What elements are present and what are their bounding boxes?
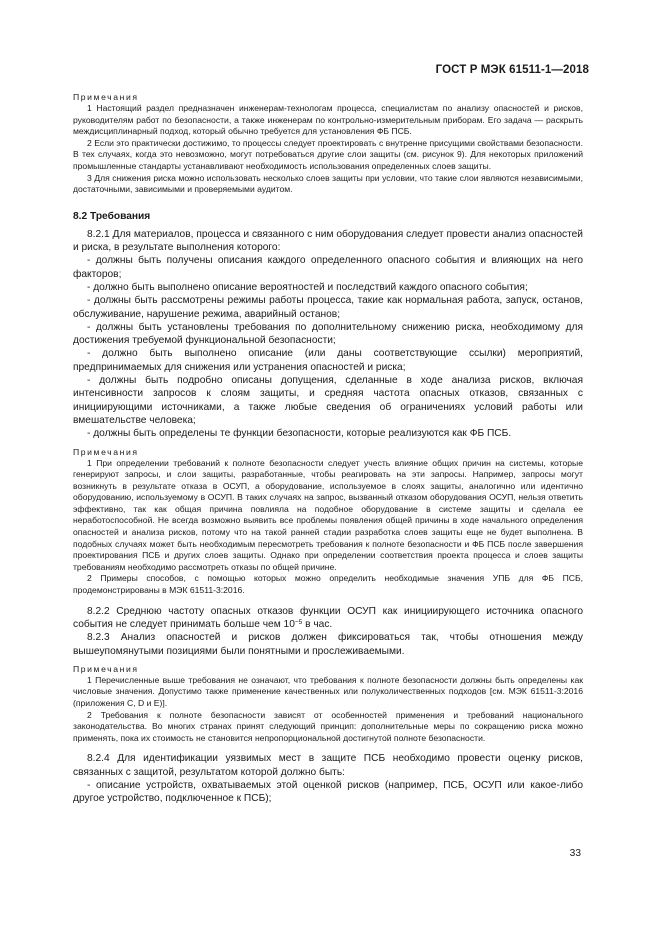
note-item: 1 Перечисленные выше требования не означают, что требования к полноте безопасности должны быть определены как числовые значения. Допустимо также применение качественных или полуколичественных подходов [см. МЭК 61511-3:2016 (приложения C, D и E)].	[73, 674, 583, 708]
list-item: - должны быть установлены требования по дополнительному снижению риска, необходимому для достижения требуемой функциональной безопасности;	[73, 321, 583, 347]
notes-title: Примечания	[73, 663, 139, 674]
list-item: - должно быть выполнено описание вероятностей и последствий каждого опасного события;	[87, 281, 528, 293]
notes-block-1	[73, 92, 583, 196]
exponent: −5	[294, 618, 303, 626]
note-item: 2 Если это практически достижимо, то процессы следует проектировать с внутренне присущими свойствами безопасности. В тех случаях, когда это невозможно, могут потребоваться другие слои защиты (см. рисунок 9). Для некоторых приложений промышленные стандарты устанавливают необходимость использования определенных слоев защиты.	[73, 137, 583, 171]
list-item: - должны быть рассмотрены режимы работы процесса, такие как нормальная работа, запуск, останов, обслуживание, нарушение режима, аварийный останов;	[73, 295, 583, 320]
section-title: 8.2 Требования	[73, 210, 151, 222]
note-item: 2 Примеры способов, с помощью которых можно определить необходимые значения УПБ для ФБ ПСБ, продемонстрированы в МЭК 61511-3:2016.	[73, 573, 583, 596]
notes-block-3	[73, 664, 583, 745]
clause-text: 8.2.2 Среднюю частоту опасных отказов функции ОСУП как инициирующего источника опасного события не следует принимать больше чем 10	[73, 605, 583, 630]
list-item: - должны быть подробно описаны допущения, сделанные в ходе анализа рисков, включая интенсивности запросов к слоям защиты, и средняя частота опасных отказов, связанных с инициирующими источниками, а также любые сведения об ограничениях условий работы или вмешательстве человека;	[73, 375, 583, 426]
note-item: 1 При определении требований к полноте безопасности следует учесть влияние общих причин на системы, которые генерируют запросы, и слои защиты, разработанные, чтобы реагировать на эти запросы. Например, запросы могут возникнуть в результате отказа в ОСУП, а оборудование, используемое в слоях защиты, аналогично или идентично оборудованию, используемому в ОСУП. В таких случаях на запрос, вызванный отказом оборудования ОСУП, нельзя ответить эффективно, так как общая причина повлияла на подобное оборудование в системе защиты и сделала ее неработоспособной. Не всегда возможно выявить все проблемы появления общей причины в ходе начального определения опасностей и анализа рисков, потому что на такой ранней стадии разработка слоев защиты еще не будет выполнена. В подобных случаях может быть необходимым пересмотреть требования к полноте безопасности и ФБ ПСБ после завершения проектирования ПСБ и других слоев защиты. Однако при определении соответствия проекта процесса и слоев защиты требованиям необходимо рассмотреть отказы по общей причине.	[73, 457, 583, 572]
list-item: - должны быть определены те функции безопасности, которые реализуются как ФБ ПСБ.	[87, 428, 512, 440]
note-item: 2 Требования к полноте безопасности зависят от особенностей применения и требований национального законодательства. Во многих странах принят следующий принцип: дополнительные меры по сокращению риска можно применять, пока их стоимость не становится непропорциональной достигнутой полноте безопасности.	[73, 709, 583, 743]
page-content	[73, 92, 583, 806]
notes-block-2	[73, 447, 583, 597]
notes-title: Примечания	[73, 92, 139, 102]
clause-intro: 8.2.1 Для материалов, процесса и связанного с ним оборудования следует провести анализ опасностей и риска, в результате выполнения которого:	[73, 228, 583, 254]
clause-text-end: в час.	[302, 618, 333, 630]
note-item: 1 Настоящий раздел предназначен инженерам-технологам процесса, специалистам по анализу опасностей и рисков, руководителям работ по безопасности, а также инженерам по контрольно-измерительным приборам. Его задача — раскрыть междисциплинарный подход, который обычно требуется для установления ФБ ПСБ.	[73, 103, 583, 137]
list-item: - должны быть получены описания каждого определенного опасного события и влияющих на него факторов;	[73, 255, 583, 280]
clause-8-2-3: 8.2.3 Анализ опасностей и рисков должен фиксироваться так, чтобы отношения между вышеупомянутыми позициями были понятными и прослеживаемыми.	[73, 632, 583, 657]
list-item: - описание устройств, охватываемых этой оценкой рисков (например, ПСБ, ОСУП или какое-либо другое устройство, подключенное к ПСБ);	[73, 779, 583, 805]
page-number: 33	[569, 848, 581, 859]
clause-8-2-4	[73, 752, 583, 805]
document-header: ГОСТ Р МЭК 61511-1—2018	[435, 64, 589, 76]
clause-8-2-1	[73, 228, 583, 441]
notes-title: Примечания	[73, 446, 139, 457]
clause-8-2-2	[73, 605, 583, 632]
clause-intro: 8.2.4 Для идентификации уязвимых мест в защите ПСБ необходимо провести оценку рисков, связанных с защитой, результатом которой должно быть:	[73, 753, 583, 778]
note-item: 3 Для снижения риска можно использовать несколько слоев защиты при условии, что такие слои являются независимыми, достаточными, зависимыми и проверяемыми аудитом.	[73, 172, 583, 195]
list-item: - должно быть выполнено описание (или даны соответствующие ссылки) мероприятий, предпринимаемых для снижения или устранения опасностей и риска;	[73, 348, 583, 373]
